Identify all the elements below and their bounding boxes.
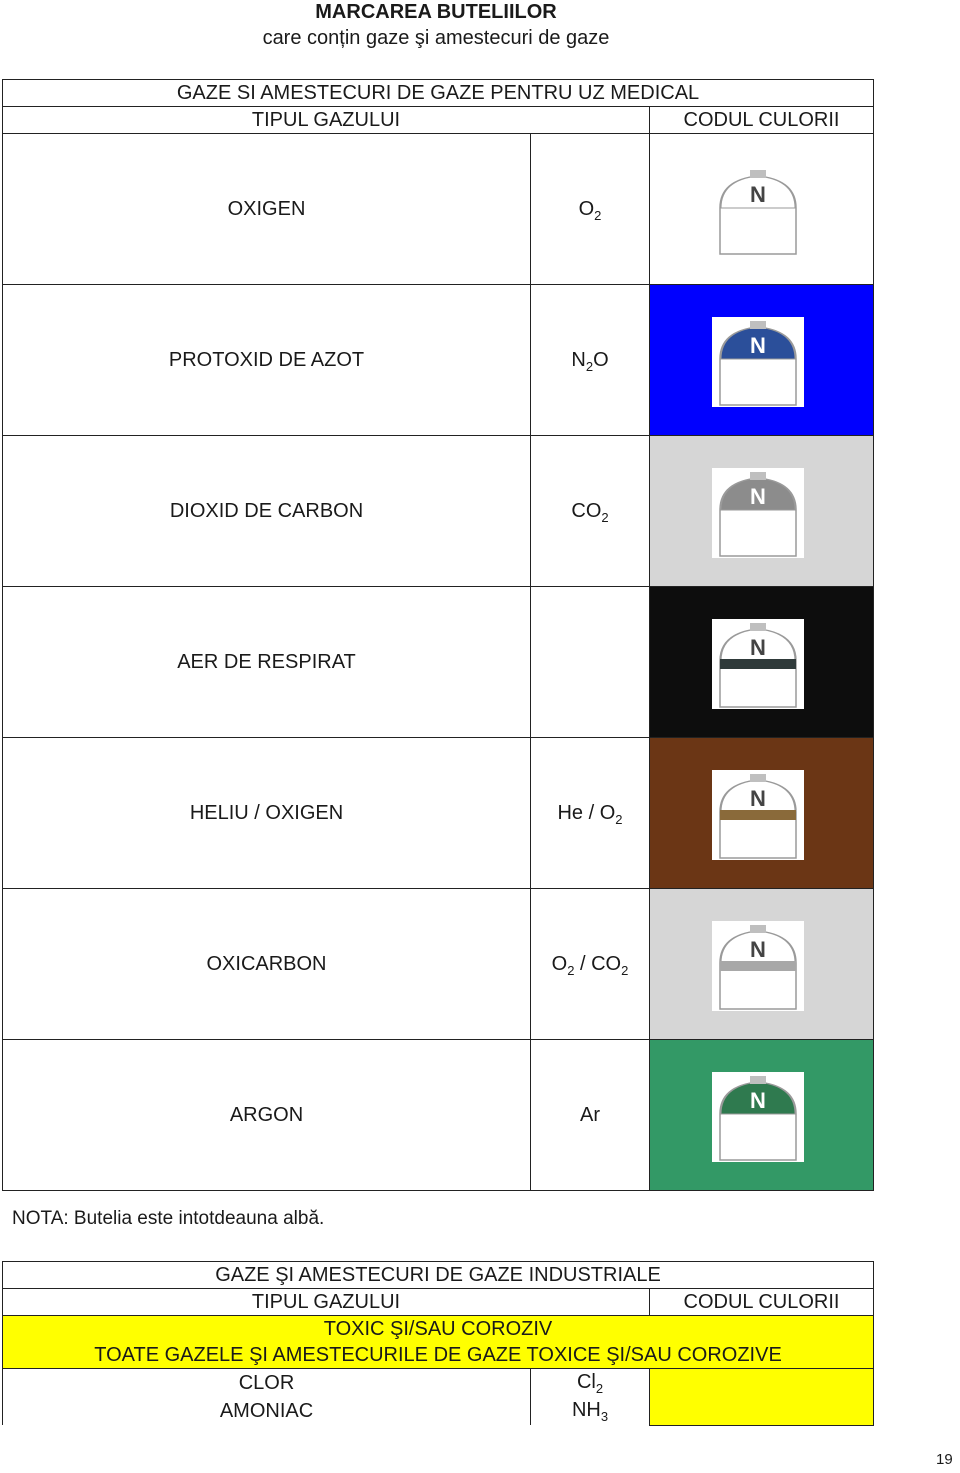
formula-text: Ar [580, 1103, 600, 1126]
cylinder-letter: N [750, 484, 766, 509]
medical-row [3, 134, 874, 285]
cylinder-letter: N [750, 635, 766, 660]
formula-text: Cl [576, 1371, 596, 1393]
formula-cell [531, 1040, 650, 1191]
formula-subscript: 2 [585, 358, 594, 374]
medical-note: NOTA: Butelia este intotdeauna albă. [12, 1208, 325, 1229]
formula-subscript: 2 [601, 509, 609, 525]
color-code-swatch [650, 587, 873, 737]
color-code-cell [650, 738, 874, 889]
formula-subscript: 2 [594, 207, 602, 223]
industrial-row [3, 1369, 874, 1398]
cylinder-letter: N [750, 1088, 766, 1113]
formula-subscript: 2 [621, 962, 629, 978]
formula-cell [531, 889, 650, 1040]
color-code-cell [650, 1040, 874, 1191]
formula-text: O [578, 197, 595, 220]
color-code-swatch [650, 889, 873, 1039]
color-code-swatch [650, 1040, 873, 1190]
formula-cell [531, 1369, 650, 1398]
color-code-swatch [650, 285, 873, 435]
gas-name: OXIGEN [3, 134, 531, 285]
medical-row [3, 738, 874, 889]
medical-row [3, 587, 874, 738]
cylinder-icon [712, 770, 804, 860]
cylinder-icon [712, 317, 804, 407]
gas-name: PROTOXID DE AZOT [3, 285, 531, 436]
medical-col-type: TIPUL GAZULUI [3, 107, 650, 134]
industrial-group-desc: TOATE GAZELE ŞI AMESTECURILE DE GAZE TOXICE ŞI/SAU COROZIVE [3, 1342, 874, 1369]
formula-cell [531, 436, 650, 587]
cylinder-letter: N [750, 937, 766, 962]
formula-text: NH [571, 1399, 601, 1421]
color-code-swatch [650, 738, 873, 888]
formula-cell [531, 738, 650, 889]
gas-name: AMONIAC [3, 1397, 531, 1425]
page-subtitle: care conțin gaze şi amestecuri de gaze [262, 27, 610, 49]
medical-col-color: CODUL CULORII [650, 107, 874, 134]
formula-text: / CO [574, 952, 622, 975]
cylinder-letter: N [750, 333, 766, 358]
formula-text: O [551, 952, 568, 975]
medical-row [3, 1040, 874, 1191]
industrial-gases-table [2, 1261, 874, 1426]
cylinder-icon [712, 921, 804, 1011]
medical-row [3, 285, 874, 436]
cylinder-letter: N [750, 182, 766, 207]
industrial-col-color: CODUL CULORII [650, 1289, 874, 1316]
formula-text: N [571, 348, 586, 371]
cylinder-icon [712, 1072, 804, 1162]
formula-subscript: 2 [595, 1381, 604, 1396]
color-code-swatch [650, 134, 873, 284]
formula-cell [531, 587, 650, 738]
cylinder-icon [712, 468, 804, 558]
cylinder-letter: N [750, 786, 766, 811]
formula-subscript: 2 [615, 811, 623, 827]
formula-cell [531, 285, 650, 436]
color-code-cell [650, 436, 874, 587]
formula-cell [531, 134, 650, 285]
color-code-cell [650, 587, 874, 738]
page-title: MARCAREA BUTELIILOR [315, 1, 557, 23]
color-code-cell [650, 285, 874, 436]
formula-text: He / O [557, 801, 616, 824]
medical-gases-table [2, 79, 874, 1191]
formula-subscript: 2 [567, 962, 575, 978]
gas-name: AER DE RESPIRAT [3, 587, 531, 738]
color-code-cell [650, 889, 874, 1040]
gas-name: CLOR [3, 1369, 531, 1398]
gas-name: ARGON [3, 1040, 531, 1191]
gas-name: DIOXID DE CARBON [3, 436, 531, 587]
medical-row [3, 889, 874, 1040]
formula-subscript: 3 [600, 1409, 609, 1424]
formula-cell [531, 1397, 650, 1425]
color-code-cell [650, 134, 874, 285]
gas-name: HELIU / OXIGEN [3, 738, 531, 889]
medical-row [3, 436, 874, 587]
medical-section-title: GAZE SI AMESTECURI DE GAZE PENTRU UZ MEDICAL [3, 80, 874, 107]
cylinder-icon [712, 166, 804, 256]
industrial-section-title: GAZE ŞI AMESTECURI DE GAZE INDUSTRIALE [3, 1262, 874, 1289]
industrial-color-swatch [650, 1369, 874, 1426]
formula-text: CO [571, 499, 602, 522]
industrial-group-title: TOXIC ŞI/SAU COROZIV [3, 1316, 874, 1343]
cylinder-icon [712, 619, 804, 709]
color-code-swatch [650, 436, 873, 586]
page-number: 19 [936, 1451, 953, 1468]
formula-text: O [593, 348, 609, 371]
industrial-col-type: TIPUL GAZULUI [3, 1289, 650, 1316]
gas-name: OXICARBON [3, 889, 531, 1040]
